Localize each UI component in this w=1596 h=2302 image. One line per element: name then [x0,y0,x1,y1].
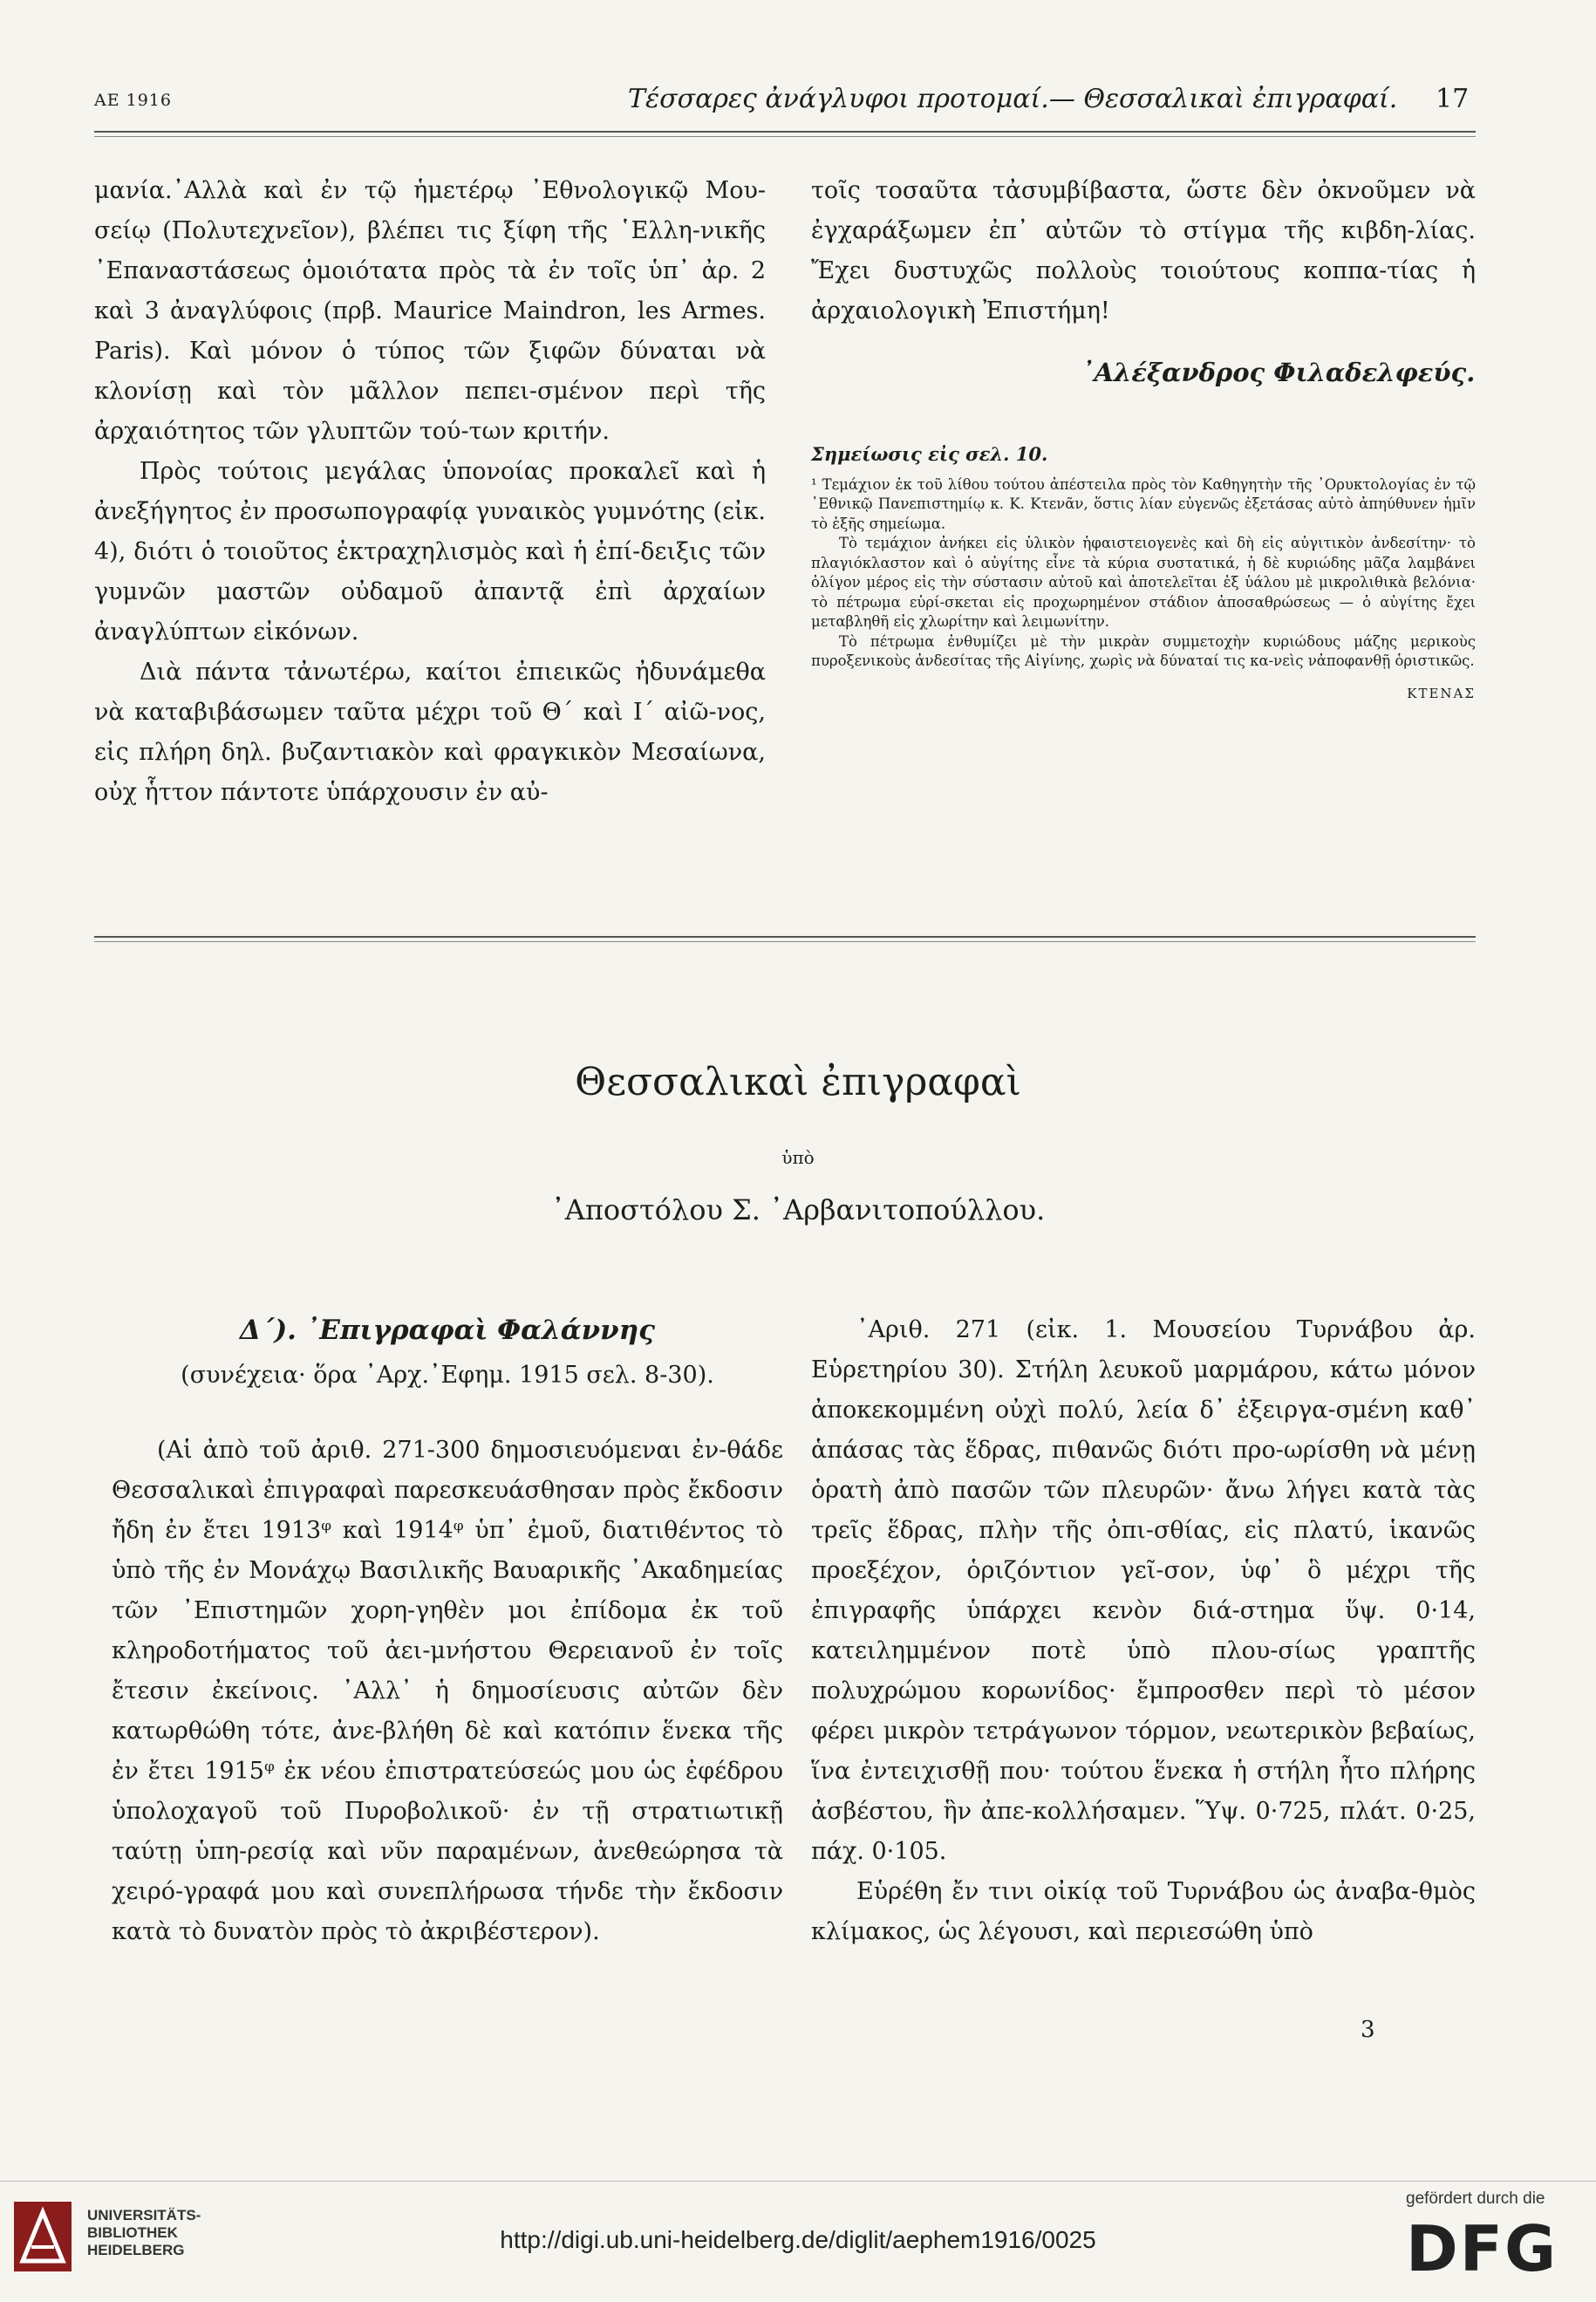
university-line: BIBLIOTHEK [87,2224,178,2241]
paragraph: ᾿Αριθ. 271 (εἰκ. 1. Μουσείου Τυρνάβου ἀρ. Εὑρετηρίου 30). Στήλη λευκοῦ μαρμάρου, κάτω μόνον ἀποκεκομμένη οὐχὶ πολύ, λεία δ᾿ ἐξειργα-σμένη καθ᾿ ἁπάσας τὰς ἕδρας, πιθανῶς διότι προ-ωρίσθη νὰ μένῃ ὁρατὴ ἀπὸ πασῶν τῶν πλευρῶν· ἄνω λήγει κατὰ τὰς τρεῖς ἕδρας, πλὴν τῆς ὀπι-σθίας, εἰς πλατύ, ἱκανῶς προεξέχον, ὁριζόντιον γεῖ-σον, ὑφ᾿ ὃ μέχρι τῆς ἐπιγραφῆς ὑπάρχει κενὸν διά-στημα ὕψ. 0·14, κατειλημμένον ποτὲ ὑπὸ πλου-σίως γραπτῆς πολυχρώμου κορωνίδος· ἔμπροσθεν περὶ τὸ μέσον φέρει μικρὸν τετράγωνον τόρμον, νεωτερικὸν βεβαίως, ἵνα ἐντειχισθῇ που· τούτου ἕνεκα ἡ στήλη ἦτο πλήρης ἀσβέστου, ἣν ἀπε-κολλήσαμεν. Ὕψ. 0·725, πλάτ. 0·25, πάχ. 0·105. [811,1316,1476,1865]
note-paragraph: Τὸ τεμάχιον ἀνήκει εἰς ὑλικὸν ἡφαιστειογενὲς καὶ δὴ εἰς αὐγιτικὸν ἀνδεσίτην· τὸ πλαγιόκλαστον καὶ ὁ αὐγίτης εἶνε τὰ κύρια συστατικά, ἡ δὲ κυριώδης μᾶζα λαμβάνει ὀλίγον μέρος εἰς τὴν σύστασιν αὐτοῦ καὶ ἀποτελεῖται ἐξ ὑάλου μὲ μικρολιθικὰ βελόνια· τὸ πέτρωμα εὑρί-σκεται εἰς προχωρημένον στάδιον ἀποσαθρώσεως — ὁ αὐγίτης ἔχει μεταβληθῆ εἰς χλωρίτην καὶ λειμωνίτην. [811,535,1476,630]
section-title: Θεσσαλικαὶ ἐπιγραφαὶ [575,1060,1021,1104]
note-paragraph: ¹ Τεμάχιον ἐκ τοῦ λίθου τούτου ἀπέστειλα πρὸς τὸν Καθηγητὴν τῆς ᾿Ορυκτολογίας ἐν τῷ ᾿Εθνικῷ Πανεπιστημίῳ κ. Κ. Κτενᾶν, ὅστις λίαν εὐγενῶς ἐξετάσας αὐτὸ ἀπηύθυνεν ἡμῖν τὸ ἑξῆς σημείωμα. [811,475,1476,532]
university-line: HEIDELBERG [87,2242,185,2258]
source-url-link[interactable]: http://digi.ub.uni-heidelberg.de/diglit/aephem1916/0025 [500,2226,1096,2253]
note-paragraph: Τὸ πέτρωμα ἐνθυμίζει μὲ τὴν μικρὰν συμμετοχὴν κυριώδους μάζης μερικοὺς πυροξενικοὺς ἀνδεσίτας τῆς Αἰγίνης, χωρὶς νὰ δύναταί τις κα-νεὶς νἀποφανθῇ ὁριστικῶς. [811,632,1476,669]
section-divider-thin [94,941,1476,942]
left-column-top [94,171,766,813]
subheading-note: (συνέχεια· ὅρα ᾿Αρχ.᾿Εφημ. 1915 σελ. 8-30). [181,1362,714,1389]
spacer [112,1396,783,1431]
section-by: ὑπὸ [781,1147,815,1168]
dfg-logo: DFG [1406,2212,1558,2285]
university-line: UNIVERSITÄTS- [87,2207,201,2223]
running-header-title: Τέσσαρες ἀνάγλυφοι προτομαί.— Θεσσαλικαὶ ἐπιγραφαί. [628,84,1398,114]
paragraph: μανία.᾿Αλλὰ καὶ ἐν τῷ ἡμετέρῳ ᾿Εθνολογικῷ Μου-σείῳ (Πολυτεχνεῖον), βλέπει τις ξίφη τῆς ῾Ελλη-νικῆς ᾿Επαναστάσεως ὁμοιότατα πρὸς τὰ ἐν τοῖς ὑπ᾿ ἀρ. 2 καὶ 3 ἀναγλύφοις (πρβ. Maurice Maindron, les Armes. Paris). Καὶ μόνον ὁ τύπος τῶν ξιφῶν δύναται νὰ κλονίσῃ καὶ τὸν μᾶλλον πεπει-σμένον περὶ τῆς ἀρχαιότητος τῶν γλυπτῶν τού-των κριτήν. [94,177,766,445]
page-number: 17 [1436,84,1470,114]
header-rule-thin [94,136,1476,137]
subheading: Δ΄). ᾿Επιγραφαὶ Φαλάννης [239,1315,656,1346]
footnote-block [811,445,1476,703]
left-column-bottom [112,1310,783,1952]
right-column-bottom [811,1310,1476,1952]
funded-by-label: gefördert durch die [1406,2189,1545,2208]
header-rule [94,131,1476,133]
footer-rule [0,2181,1596,2182]
signature-mark: 3 [1361,2017,1375,2043]
right-column-top [811,171,1476,331]
section-author: ᾿Αποστόλου Σ. ᾿Αρβανιτοπούλλου. [550,1193,1046,1226]
note-heading: Σημείωσις εἰς σελ. 10. [811,443,1048,465]
paragraph: Διὰ πάντα τἀνωτέρω, καίτοι ἐπιεικῶς ἠδυνάμεθα νὰ καταβιβάσωμεν ταῦτα μέχρι τοῦ Θ΄ καὶ Ι΄ αἰῶ-νος, εἰς πλήρη δηλ. βυζαντιακὸν καὶ φραγκικὸν Μεσαίωνα, οὐχ ἧττον πάντοτε ὑπάρχουσιν ἐν αὐ- [94,659,766,806]
running-header-left: ΑΕ 1916 [94,91,172,110]
paragraph: τοῖς τοσαῦτα τἀσυμβίβαστα, ὥστε δὲν ὀκνοῦμεν νὰ ἐγχαράξωμεν ἐπ᾿ αὐτῶν τὸ στίγμα τῆς κιβδη-λίας. Ἔχει δυστυχῶς πολλοὺς τοιούτους κοππα-τίας ἡ ἀρχαιολογικὴ Ἐπιστήμη! [811,177,1476,324]
paragraph: (Αἱ ἀπὸ τοῦ ἀριθ. 271-300 δημοσιευόμεναι ἐν-θάδε Θεσσαλικαὶ ἐπιγραφαὶ παρεσκευάσθησαν πρὸς ἔκδοσιν ἤδη ἐν ἔτει 1913ᵠ καὶ 1914ᵠ ὑπ᾿ ἐμοῦ, διατιθέντος τὸ ὑπὸ τῆς ἐν Μονάχῳ Βασιλικῆς Βαυαρικῆς ᾿Ακαδημείας τῶν ᾿Επιστημῶν χορη-γηθὲν μοι ἐπίδομα ἐκ τοῦ κληροδοτήματος τοῦ ἀει-μνήστου Θερειανοῦ ἐν τοῖς ἔτεσιν ἐκείνοις. ᾿Αλλ᾿ ἡ δημοσίευσις αὐτῶν δὲν κατωρθώθη τότε, ἀνε-βλήθη δὲ καὶ κατόπιν ἕνεκα τῆς ἐν ἔτει 1915ᵠ ἐκ νέου ἐπιστρατεύσεώς μου ὡς ἐφέδρου ὑπολοχαγοῦ τοῦ Πυροβολικοῦ· ἐν τῇ στρατιωτικῇ ταύτῃ ὑπη-ρεσίᾳ καὶ νῦν παραμένων, ἀνεθεώρησα τὰ χειρό-γραφά μου καὶ συνεπλήρωσα τήνδε τὴν ἔκδοσιν κατὰ τὸ δυνατὸν πρὸς τὸ ἀκριβέστερον). [112,1437,783,1945]
note-signature: ΚΤΕΝΑΣ [1407,685,1476,701]
article-author-signature: ᾿Αλέξανδρος Φιλαδελφεύς. [1081,358,1476,387]
paragraph: Πρὸς τούτοις μεγάλας ὑπονοίας προκαλεῖ καὶ ἡ ἀνεξήγητος ἐν προσωπογραφίᾳ γυναικὸς γυμνότης (εἰκ. 4), διότι ὁ τοιοῦτος ἐκτραχηλισμὸς καὶ ἡ ἐπί-δειξις τῶν γυμνῶν μαστῶν οὐδαμοῦ ἀπαντᾷ ἐπὶ ἀρχαίων ἀναγλύπτων εἰκόνων. [94,458,767,646]
section-divider [94,936,1476,938]
paragraph: Εὑρέθη ἔν τινι οἰκίᾳ τοῦ Τυρνάβου ὡς ἀναβα-θμὸς κλίμακος, ὡς λέγουσι, καὶ περιεσώθη ὑπὸ [811,1878,1476,1945]
